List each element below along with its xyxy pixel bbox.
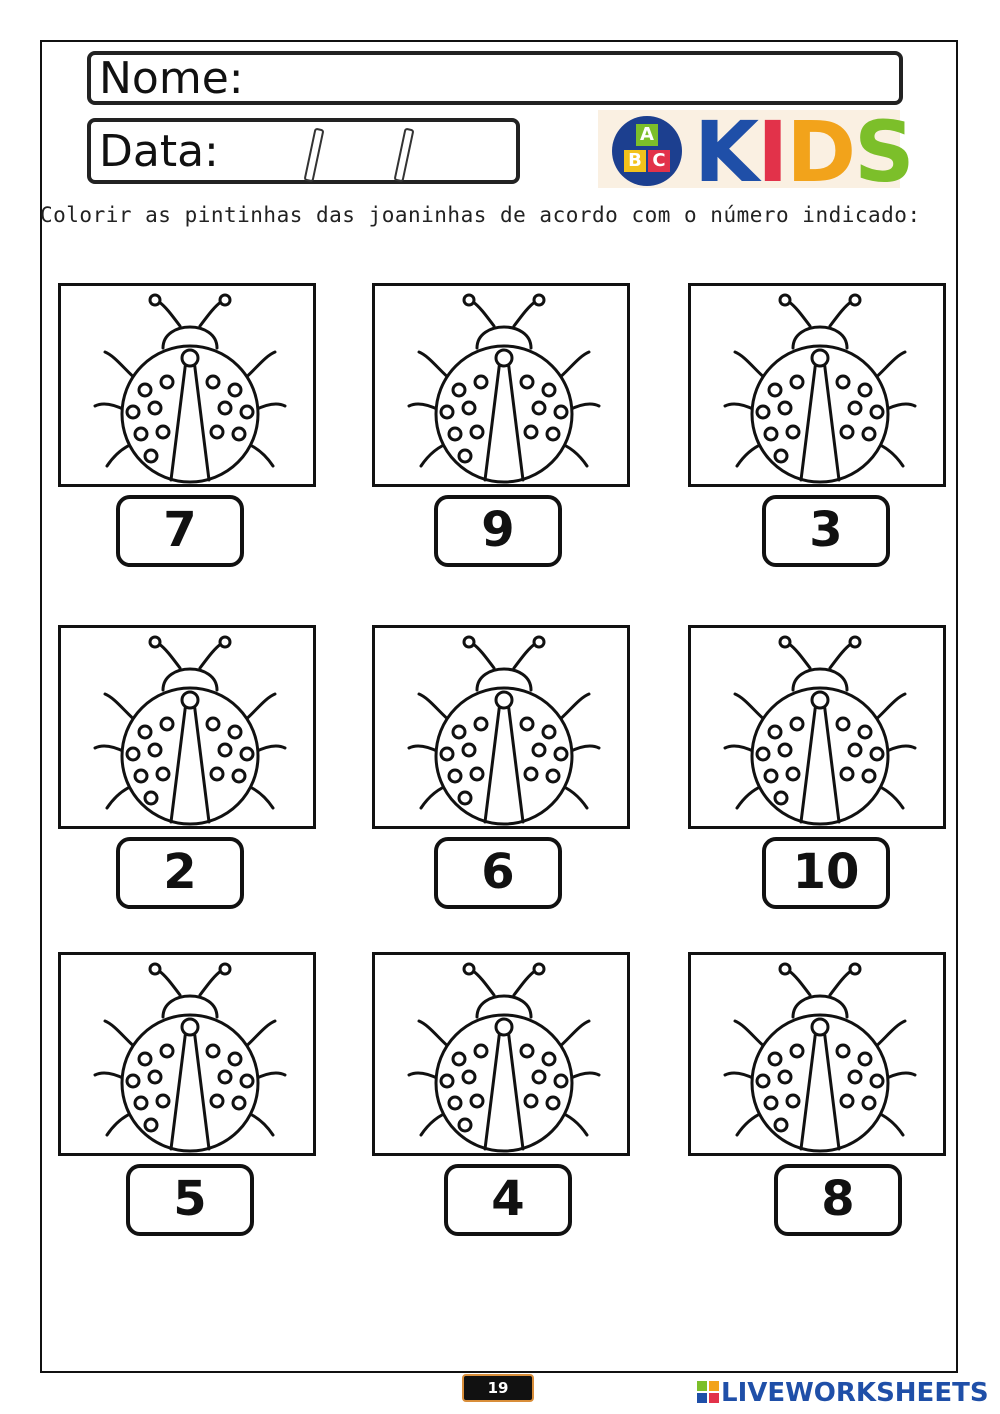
abc-kids-logo <box>598 103 913 201</box>
date-field[interactable] <box>87 118 520 184</box>
spot-count-label: 5 <box>126 1164 254 1236</box>
spot-count-label: 2 <box>116 837 244 909</box>
ladybug-icon <box>705 959 935 1155</box>
date-label: Data: <box>99 126 219 177</box>
ladybug-icon <box>389 632 619 828</box>
logo-block-a: A <box>636 124 658 146</box>
logo-block-c: C <box>648 150 670 172</box>
spot-count-label: 10 <box>762 837 890 909</box>
logo-kids-text <box>694 103 913 201</box>
name-label: Nome: <box>99 53 244 104</box>
ladybug-picture-box[interactable] <box>58 625 316 829</box>
spot-count-label: 9 <box>434 495 562 567</box>
liveworksheets-brand <box>697 1378 989 1408</box>
spot-count-label: 4 <box>444 1164 572 1236</box>
ladybug-icon <box>75 632 305 828</box>
logo-letter-d: D <box>786 103 855 201</box>
spot-count-label: 3 <box>762 495 890 567</box>
instruction-text: Colorir as pintinhas das joaninhas de acordo com o número indicado: <box>40 203 921 227</box>
ladybug-picture-box[interactable] <box>688 625 946 829</box>
ladybug-icon <box>389 959 619 1155</box>
ladybug-icon <box>705 632 935 828</box>
ladybug-picture-box[interactable] <box>372 625 630 829</box>
liveworksheets-icon <box>697 1380 719 1402</box>
spot-count-label: 7 <box>116 495 244 567</box>
ladybug-icon <box>705 290 935 486</box>
ladybug-picture-box[interactable] <box>688 283 946 487</box>
logo-letter-s: S <box>854 103 913 201</box>
logo-letter-k: K <box>694 103 758 201</box>
ladybug-picture-box[interactable] <box>58 952 316 1156</box>
spot-count-label: 6 <box>434 837 562 909</box>
logo-block-b: B <box>624 150 646 172</box>
page-number: 19 <box>462 1374 534 1402</box>
logo-letter-i: I <box>757 103 787 201</box>
ladybug-picture-box[interactable] <box>372 283 630 487</box>
date-separator-1 <box>303 128 324 183</box>
abc-ball-icon <box>612 116 682 186</box>
logo-text <box>694 102 913 202</box>
date-separator-2 <box>393 128 414 183</box>
ladybug-icon <box>75 290 305 486</box>
ladybug-icon <box>389 290 619 486</box>
name-field[interactable] <box>87 51 903 105</box>
ladybug-picture-box[interactable] <box>688 952 946 1156</box>
spot-count-label: 8 <box>774 1164 902 1236</box>
ladybug-picture-box[interactable] <box>58 283 316 487</box>
ladybug-picture-box[interactable] <box>372 952 630 1156</box>
liveworksheets-text: LIVEWORKSHEETS <box>721 1378 989 1408</box>
ladybug-icon <box>75 959 305 1155</box>
